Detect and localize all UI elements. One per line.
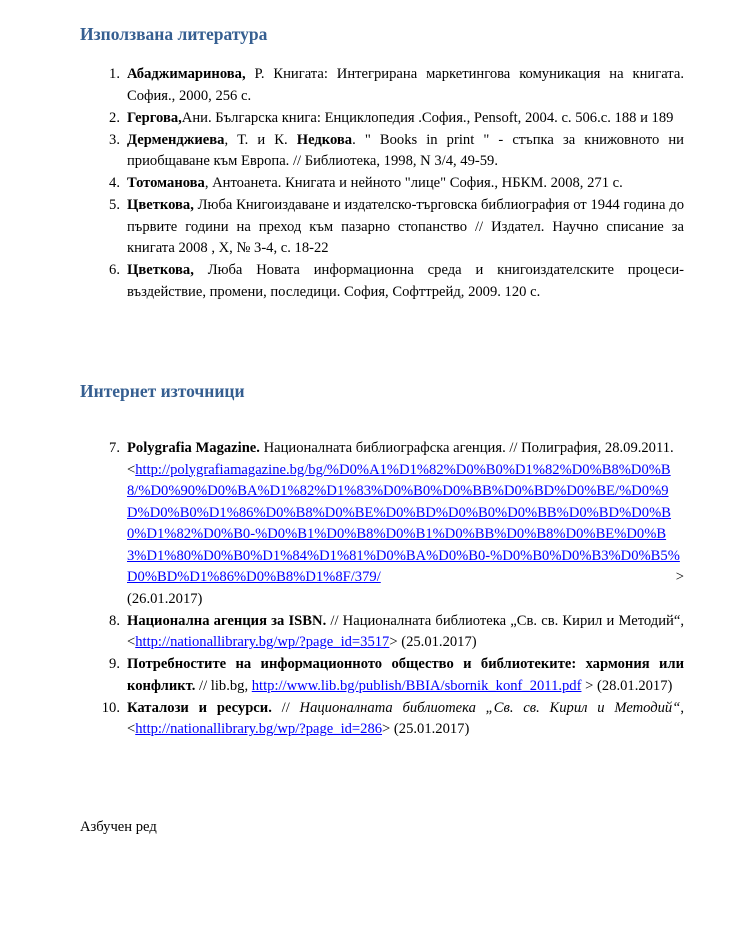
item-text: <	[127, 461, 136, 478]
literature-heading: Използвана литература	[80, 24, 268, 44]
item-text: Р. Книгата: Интегрирана маркетингова комуникация на книгата. София., 2000, 256 с.	[127, 66, 684, 104]
item-author: Недкова	[296, 131, 353, 148]
list-item	[109, 260, 684, 303]
item-number: 4.	[109, 175, 120, 192]
item-number: 3.	[109, 131, 120, 148]
list-item	[109, 195, 684, 260]
item-text: Ани. Българска книга: Енциклопедия .София., Pensoft, 2004. с. 506.с. 188 и 189	[181, 109, 674, 126]
list-item	[109, 108, 684, 130]
item-text: Люба Книгоиздаване и издателско-търговска библиография от 1944 година до първите години на преход към пазарно стопанство // Издател. Научно списание за книгата 2008 , X, № 3-4, с. 18-22	[127, 197, 684, 257]
list-item	[109, 173, 684, 195]
item-text: >	[675, 569, 684, 585]
item-author: Дерменджиева	[127, 131, 225, 148]
item-author: Цветкова,	[127, 262, 194, 279]
item-text: . " Books in print " - стъпка за книжовното ни приобщаване към Европа. // Библиотека, 1998, N 3/4, 49-59.	[127, 131, 684, 170]
footer-note: Азбучен ред	[80, 819, 157, 835]
item-title: Polygrafia Magazine.	[127, 440, 260, 456]
item-author: Гергова,	[127, 109, 182, 126]
item-number: 2.	[109, 109, 120, 126]
item-number: 5.	[109, 197, 120, 214]
list-item	[109, 438, 684, 610]
item-title: Национална агенция за ISBN.	[127, 612, 327, 629]
item-text: > (25.01.2017)	[389, 634, 477, 651]
item-author: Цветкова,	[127, 197, 194, 214]
item-number: 8.	[109, 612, 120, 629]
item-date: (26.01.2017)	[127, 590, 203, 607]
item-text: , Т. и К.	[224, 131, 297, 148]
item-text: // Националната библиотека „Св. св. Кирил и Методий“, <	[127, 612, 684, 651]
item-number: 1.	[109, 66, 120, 82]
list-item	[101, 698, 684, 741]
internet-heading: Интернет източници	[80, 381, 245, 401]
item-author: Тотоманова	[127, 175, 205, 192]
item-text: , <	[127, 699, 684, 738]
item-text: // lib.bg,	[195, 677, 252, 694]
source-link[interactable]: http://polygrafiamagazine.bg/bg/%D0%A1%D1%82%D0%B0%D1%82%D0%B8%D0%B8/%D0%90%D0%BA%D1%82%D1%83%D0%B0%D0%BB%D0%BD%D0%BE/%D0%9D%D0%B0%D1%86%D0%B8%D0%BE%D0%BD%D0%B0%D0%BB%D0%BD%D0%B0%D1%82%D0%B0-%D0%B1%D0%B8%D0%B1%D0%BB%D0%B8%D0%BE%D0%B3%D1%80%D0%B0%D1%84%D1%81%D0%BA%D0%B0-%D0%B0%D0%B3%D0%B5%D0%BD%D1%86%D0%B8%D1%8F/379/	[127, 461, 680, 585]
source-link[interactable]: http://nationallibrary.bg/wp/?page_id=3517	[135, 634, 390, 651]
item-number: 6.	[109, 262, 120, 279]
list-item	[109, 611, 684, 654]
list-item	[109, 654, 684, 697]
item-title: Каталози и ресурси.	[127, 699, 272, 716]
source-link[interactable]: http://www.lib.bg/publish/BBIA/sbornik_konf_2011.pdf	[251, 677, 582, 694]
item-italic-text: Националната библиотека „Св. св. Кирил и Методий“	[299, 699, 681, 716]
item-title: Потребностите на информационното общество и библиотеките: хармония или конфликт.	[127, 656, 684, 694]
item-text: > (28.01.2017)	[581, 677, 673, 694]
source-link[interactable]: http://nationallibrary.bg/wp/?page_id=286	[135, 721, 383, 738]
item-number: 9.	[109, 656, 120, 673]
item-text: , Антоанета. Книгата и нейното "лице" София., НБКМ. 2008, 271 с.	[204, 175, 623, 192]
list-item	[109, 130, 684, 173]
item-text: > (25.01.2017)	[382, 721, 470, 738]
item-text: Люба Новата информационна среда и книгоиздателските процеси- въздействие, промени, последици. София, Софттрейд, 2009. 120 с.	[127, 262, 684, 300]
list-item	[109, 64, 684, 107]
item-number: 10.	[101, 699, 120, 716]
item-author: Абаджимаринова,	[127, 66, 246, 82]
item-text: Националната библиографска агенция. // Полиграфия, 28.09.2011.	[259, 440, 674, 456]
item-number: 7.	[109, 440, 120, 456]
internet-list	[0, 438, 684, 741]
item-text: //	[271, 699, 300, 716]
literature-list	[0, 64, 684, 304]
